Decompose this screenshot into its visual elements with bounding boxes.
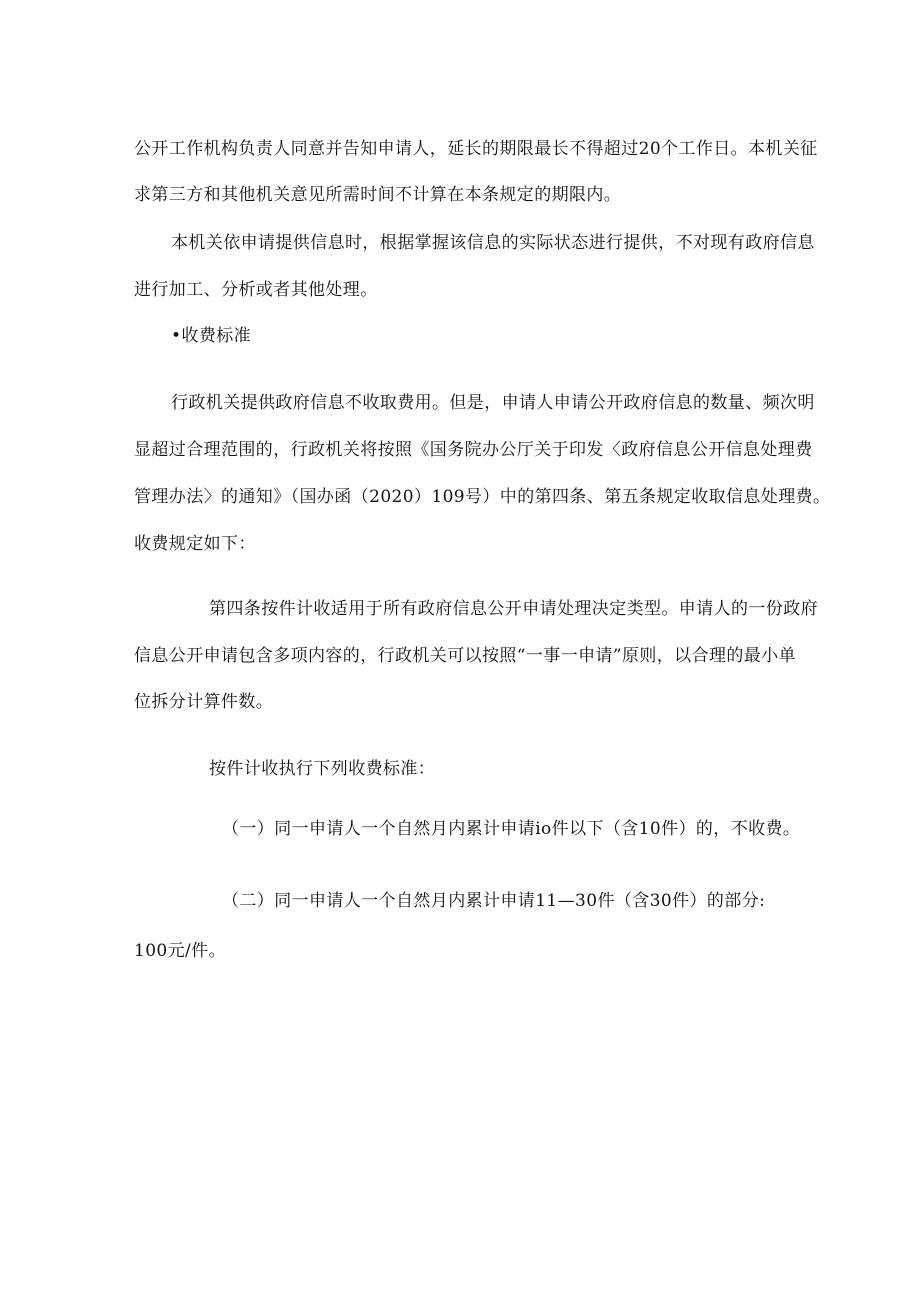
paragraph-line: 行政机关提供政府信息不收取费用。但是，申请人申请公开政府信息的数量、频次明 — [171, 393, 815, 413]
paragraph-line: 收费规定如下： — [134, 534, 256, 554]
paragraph-line: 管理办法〉的通知》（国办函（2020）109号）中的第四条、第五条规定收取信息处理费。 — [134, 487, 831, 507]
paragraph-line: 显超过合理范围的，行政机关将按照《国务院办公厅关于印发〈政府信息公开信息处理费 — [134, 440, 813, 460]
section-heading: •收费标准 — [171, 326, 252, 346]
paragraph-line: 按件计收执行下列收费标准： — [209, 759, 436, 779]
paragraph-line: 位拆分计算件数。 — [134, 692, 274, 712]
list-item: （二）同一申请人一个自然月内累计申请11—30件（含30件）的部分: — [222, 891, 766, 911]
paragraph-line: 公开工作机构负责人同意并告知申请人，延长的期限最长不得超过20个工作日。本机关征 — [134, 139, 818, 159]
paragraph-line: 信息公开申请包含多项内容的，行政机关可以按照“一事一申请”原则，以合理的最小单 — [134, 646, 796, 666]
list-item: （一）同一申请人一个自然月内累计申请io件以下（含10件）的，不收费。 — [222, 819, 801, 839]
paragraph-line: 进行加工、分析或者其他处理。 — [134, 280, 378, 300]
paragraph-line: 求第三方和其他机关意见所需时间不计算在本条规定的期限内。 — [134, 185, 622, 205]
paragraph-line: 第四条按件计收适用于所有政府信息公开申请处理决定类型。申请人的一份政府 — [209, 599, 818, 619]
list-item-continuation: 100元/件。 — [134, 941, 226, 961]
paragraph-line: 本机关依申请提供信息时，根据掌握该信息的实际状态进行提供，不对现有政府信息 — [171, 233, 815, 253]
